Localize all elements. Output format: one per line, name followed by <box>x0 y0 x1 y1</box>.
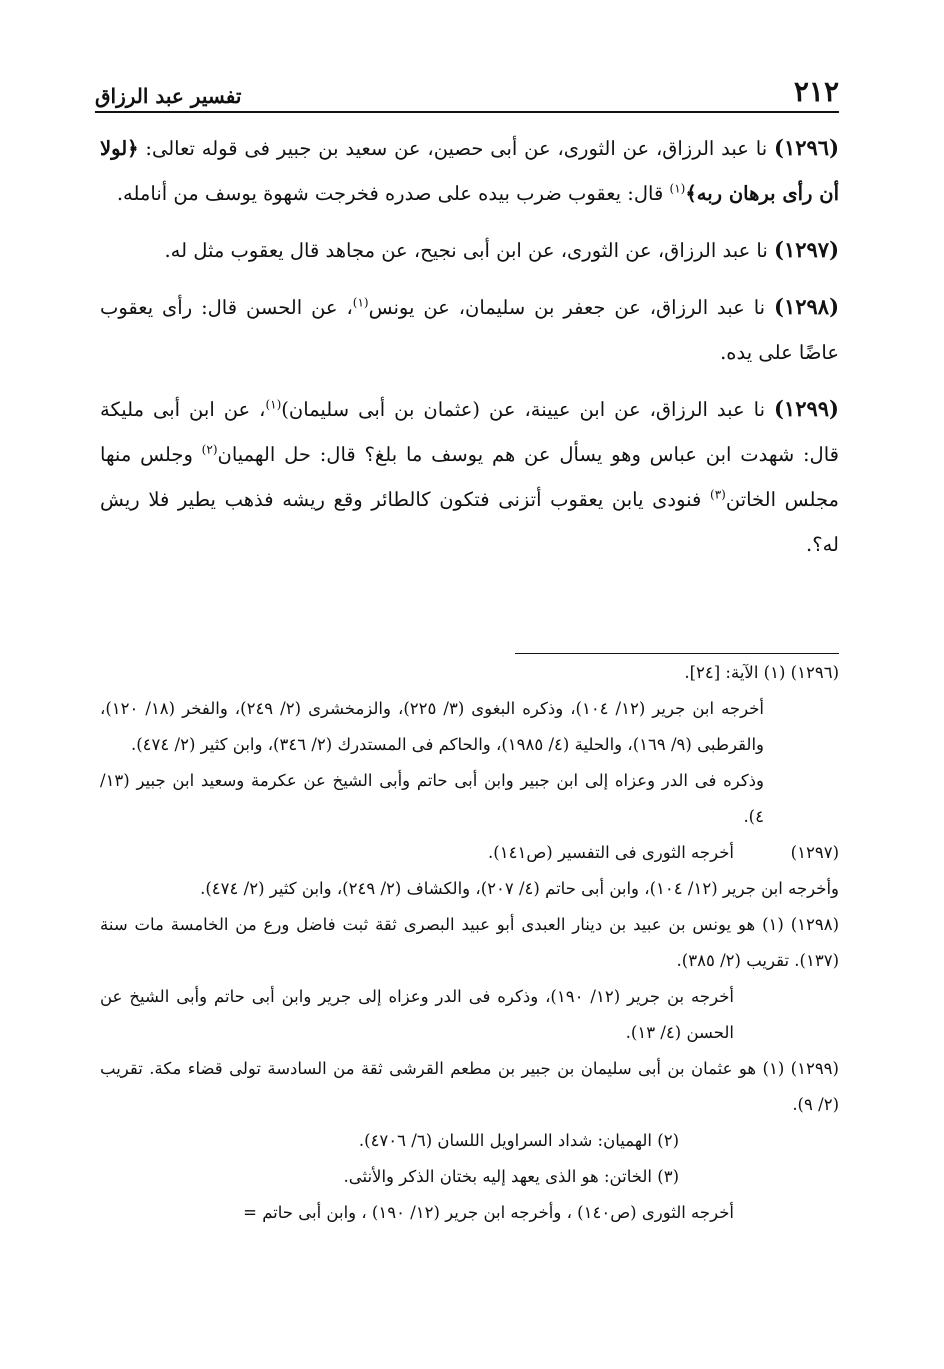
footnote-text: (١) الآية: [٢٤]. <box>684 663 786 682</box>
footnote-text: وذكره فى الدر وعزاه إلى ابن جبير وابن أبى حاتم وأبى الشيخ عن عكرمة وسعيد ابن جبير (١٣/ ٤). <box>100 771 764 826</box>
footnote-ref: (١) <box>669 181 686 196</box>
entry-1297 <box>100 227 839 273</box>
footnote-ref: (٣) <box>710 487 726 502</box>
book-title: تفسير عبد الرزاق <box>95 84 242 108</box>
footnote-text <box>100 1051 839 1123</box>
footnote-1298 <box>100 907 839 1051</box>
entry-text: نا عبد الرزاق، عن ابن عيينة، عن (عثمان بن أبى سليمان) <box>281 398 774 421</box>
footnote-label: (١٢٩٧) <box>790 843 839 862</box>
footnote-1299 <box>100 1051 839 1231</box>
page-number: ٢١٢ <box>793 75 839 108</box>
footnote-text: أخرجه بن جرير (١٢/ ١٩٠)، وذكره فى الدر وعزاه إلى جرير وابن أبى حاتم وأبى الشيخ عن الحسن (٤/ ١٣). <box>100 987 734 1042</box>
entry-text: نا عبد الرزاق، عن الثورى، عن ابن أبى نجيح، عن مجاهد قال يعقوب مثل له. <box>164 239 774 262</box>
footnote-text: أخرجه ابن جرير (١٢/ ١٠٤)، وذكره البغوى (٣/ ٢٢٥)، والزمخشرى (٢/ ٢٤٩)، والفخر (١٨/ ١٢٠)، والقرطبى (٩/ ١٦٩)، والحلية (٤/ ١٩٨٥)، والحاكم فى المستدرك (٢/ ٣٤٦)، وابن كثير (٢/ ٤٧٤). <box>100 699 764 754</box>
entry-number: (١٢٩٧) <box>774 237 839 262</box>
footnote-ref: (٢) <box>201 442 218 457</box>
entry-number: (١٢٩٨) <box>774 294 839 319</box>
page-header <box>95 68 839 108</box>
footnote-body <box>100 1051 839 1231</box>
footnote-body <box>100 691 764 835</box>
footnote-text: أخرجه الثورى فى التفسير (ص١٤١). <box>488 843 734 862</box>
entry-1299 <box>100 386 839 567</box>
footnote-ref: (١) <box>265 397 282 412</box>
footnote-rule <box>515 653 839 654</box>
entry-text: نا عبد الرزاق، عن جعفر بن سليمان، عن يونس <box>368 296 774 319</box>
main-text <box>100 125 839 578</box>
footnote-text: (١) هو عثمان بن أبى سليمان بن جبير بن مطعم القرشى ثقة من السادسة تولى قضاء مكة. تقريب (٢/ ٩). <box>100 1059 839 1114</box>
footnote-label: (١٢٩٩) <box>790 1059 839 1078</box>
footnote-1296 <box>100 655 839 835</box>
entry-text: فنودى يابن يعقوب أتزنى فتكون كالطائر وقع ريشه فذهب يطير فلا ريش له؟. <box>100 488 839 556</box>
footnote-label: (١٢٩٦) <box>790 663 839 682</box>
footnote-ref: (١) <box>352 295 369 310</box>
entry-text: ، عن الحسن قال: رأى يعقوب عاضًا على يده. <box>100 296 839 364</box>
entry-1298 <box>100 284 839 375</box>
entry-number: (١٢٩٩) <box>773 396 839 421</box>
entry-number: (١٢٩٦) <box>774 135 839 160</box>
footnote-1297 <box>100 835 839 907</box>
footnote-text <box>100 907 839 979</box>
footnote-text: (٢) الهميان: شداد السراويل اللسان (٦/ ٤٧٠٦). <box>358 1131 679 1150</box>
footnote-text: (٣) الخاتن: هو الذى يعهد إليه بختان الذكر والأنثى. <box>343 1167 679 1186</box>
footnote-text: أخرجه الثورى (ص١٤٠) ، وأخرجه ابن جرير (١٢/ ١٩٠) ، وابن أبى حاتم = <box>243 1203 734 1222</box>
entry-text: قال: يعقوب ضرب بيده على صدره فخرجت شهوة يوسف من أنامله. <box>116 182 670 205</box>
footnote-text: (١) هو يونس بن عبيد بن دينار العبدى أبو عبيد البصرى ثقة ثبت فاضل ورع من الخامسة مات سنة (١٣٧). تقريب (٢/ ٣٨٥). <box>100 915 839 970</box>
footnote-line <box>100 655 839 691</box>
header-rule <box>95 111 839 113</box>
footnote-text: وأخرجه ابن جرير (١٢/ ١٠٤)، وابن أبى حاتم (٤/ ٢٠٧)، والكشاف (٢/ ٢٤٩)، وابن كثير (٢/ ٤٧٤). <box>200 879 839 898</box>
entry-text: وجلس منها مجلس الخاتن <box>100 443 839 511</box>
quran-verse: ﴿لولا أن رأى برهان ربه﴾ <box>100 137 839 205</box>
footnotes <box>100 655 839 1231</box>
footnote-label: (١٢٩٨) <box>790 915 840 934</box>
entry-1296 <box>100 125 839 216</box>
entry-text: نا عبد الرزاق، عن الثورى، عن أبى حصين، عن سعيد بن جبير فى قوله تعالى: <box>138 137 774 160</box>
entry-text: ، عن ابن أبى مليكة قال: شهدت ابن عباس وهو يسأل عن هم يوسف ما بلغ؟ قال: حل الهميان <box>100 398 839 466</box>
footnote-body <box>100 907 839 1051</box>
